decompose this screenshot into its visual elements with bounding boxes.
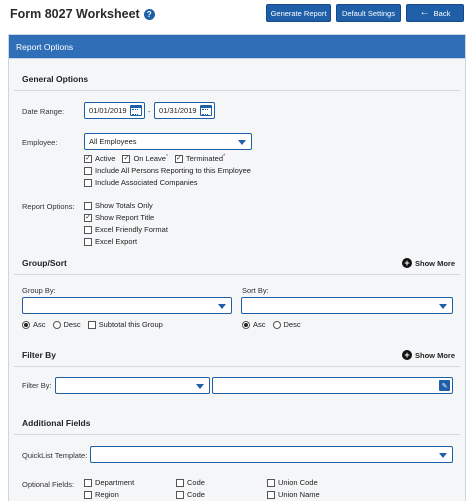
date-to-input[interactable] bbox=[154, 102, 215, 119]
divider bbox=[14, 366, 460, 367]
employee-select-value: All Employees bbox=[89, 137, 137, 146]
edit-icon[interactable]: ✎ bbox=[439, 380, 450, 391]
report-option-row bbox=[84, 237, 137, 246]
optional-field-row bbox=[267, 490, 320, 499]
excel-friendly-checkbox[interactable] bbox=[84, 226, 92, 234]
desc-label: Desc bbox=[63, 320, 81, 329]
page-title bbox=[10, 7, 155, 21]
chevron-down-icon bbox=[439, 453, 447, 458]
chevron-down-icon bbox=[439, 304, 447, 309]
include-associated-row bbox=[84, 178, 198, 187]
report-option-label: Show Totals Only bbox=[95, 201, 153, 210]
date-to-value: 01/31/2019 bbox=[159, 106, 197, 115]
plus-icon: + bbox=[402, 258, 412, 268]
group-desc-radio[interactable] bbox=[53, 321, 61, 329]
filter-value-input[interactable] bbox=[212, 377, 453, 394]
show-more-label: Show More bbox=[415, 350, 456, 360]
optional-field-label: Code bbox=[187, 478, 205, 487]
report-option-label: Show Report Title bbox=[95, 213, 155, 222]
report-options-panel bbox=[8, 34, 466, 501]
quicklist-label: QuickList Template: bbox=[22, 451, 88, 460]
date-from-value: 01/01/2019 bbox=[89, 106, 127, 115]
date-range-label: Date Range: bbox=[22, 107, 65, 116]
active-label: Active bbox=[95, 154, 116, 163]
show-more-label: Show More bbox=[415, 258, 456, 268]
employee-select[interactable] bbox=[84, 133, 252, 150]
optional-field-label: Union Code bbox=[278, 478, 318, 487]
union-code-checkbox[interactable] bbox=[267, 479, 275, 487]
help-icon[interactable]: ? bbox=[144, 9, 155, 20]
chevron-down-icon bbox=[238, 140, 246, 145]
page-title-text: Form 8027 Worksheet bbox=[10, 7, 140, 21]
date-from-input[interactable] bbox=[84, 102, 145, 119]
optional-field-label: Region bbox=[95, 490, 119, 499]
show-report-title-checkbox[interactable]: ✓ bbox=[85, 214, 91, 221]
filter-by-title: Filter By bbox=[22, 350, 57, 360]
optional-field-label: Department bbox=[95, 478, 135, 487]
include-reporting-row bbox=[84, 166, 251, 175]
on-leave-label: On Leave* bbox=[133, 154, 168, 163]
include-associated-checkbox[interactable] bbox=[84, 179, 92, 187]
terminated-label: Terminated* bbox=[185, 154, 226, 163]
terminated-checkbox[interactable]: ✓ bbox=[175, 155, 182, 162]
panel-body bbox=[9, 59, 466, 501]
group-by-label: Group By: bbox=[22, 286, 56, 295]
filter-show-more[interactable] bbox=[402, 350, 455, 360]
sort-by-select[interactable] bbox=[241, 297, 453, 314]
group-asc-radio[interactable] bbox=[22, 321, 30, 329]
divider bbox=[14, 274, 460, 275]
on-leave-checkbox[interactable]: ✓ bbox=[123, 155, 130, 162]
back-button[interactable] bbox=[406, 4, 464, 22]
filter-field-select[interactable] bbox=[55, 377, 210, 394]
default-settings-button[interactable]: Default Settings bbox=[336, 4, 401, 22]
top-bar bbox=[0, 0, 474, 30]
code-checkbox[interactable] bbox=[176, 491, 184, 499]
status-checkboxes bbox=[84, 154, 225, 163]
generate-report-button[interactable]: Generate Report bbox=[266, 4, 331, 22]
sort-desc-radio[interactable] bbox=[273, 321, 281, 329]
optional-field-row bbox=[267, 478, 318, 487]
group-sort-show-more[interactable] bbox=[402, 258, 455, 268]
optional-field-label: Code bbox=[187, 490, 205, 499]
group-order-row bbox=[22, 320, 163, 329]
additional-fields-title: Additional Fields bbox=[22, 418, 91, 428]
arrow-left-icon: ← bbox=[419, 7, 430, 18]
desc-label: Desc bbox=[283, 320, 301, 329]
active-checkbox[interactable]: ✓ bbox=[85, 155, 91, 162]
plus-icon: + bbox=[402, 350, 412, 360]
optional-field-row bbox=[176, 490, 205, 499]
panel-header: Report Options bbox=[9, 35, 465, 59]
include-associated-label: Include Associated Companies bbox=[95, 178, 198, 187]
department-checkbox[interactable] bbox=[84, 479, 92, 487]
optional-field-row bbox=[84, 490, 119, 499]
include-reporting-label: Include All Persons Reporting to this Employee bbox=[95, 166, 251, 175]
report-option-row bbox=[84, 201, 153, 210]
asc-label: Asc bbox=[33, 320, 46, 329]
report-option-label: Excel Export bbox=[95, 237, 138, 246]
excel-export-checkbox[interactable] bbox=[84, 238, 92, 246]
include-reporting-checkbox[interactable] bbox=[84, 167, 92, 175]
chevron-down-icon bbox=[218, 304, 226, 309]
quicklist-select[interactable] bbox=[90, 446, 453, 463]
report-option-row bbox=[84, 225, 168, 234]
sort-order-row bbox=[242, 320, 301, 329]
optional-field-label: Union Name bbox=[278, 490, 320, 499]
employee-label: Employee: bbox=[22, 138, 58, 147]
code-checkbox[interactable] bbox=[176, 479, 184, 487]
group-by-select[interactable] bbox=[22, 297, 232, 314]
calendar-icon[interactable] bbox=[200, 105, 212, 116]
sort-by-label: Sort By: bbox=[242, 286, 269, 295]
report-options-label: Report Options: bbox=[22, 202, 75, 211]
region-checkbox[interactable] bbox=[84, 491, 92, 499]
chevron-down-icon bbox=[196, 384, 204, 389]
optional-field-row bbox=[176, 478, 205, 487]
report-option-label: Excel Friendly Format bbox=[95, 225, 168, 234]
general-options-title: General Options bbox=[22, 74, 89, 84]
sort-asc-radio[interactable] bbox=[242, 321, 250, 329]
show-totals-checkbox[interactable] bbox=[84, 202, 92, 210]
group-sort-title: Group/Sort bbox=[22, 258, 67, 268]
optional-field-row bbox=[84, 478, 134, 487]
calendar-icon[interactable] bbox=[130, 105, 142, 116]
filter-by-label: Filter By: bbox=[22, 381, 52, 390]
subtotal-checkbox[interactable] bbox=[88, 321, 96, 329]
back-button-label: Back bbox=[433, 8, 451, 18]
divider bbox=[14, 90, 460, 91]
union-name-checkbox[interactable] bbox=[267, 491, 275, 499]
date-separator: - bbox=[148, 107, 151, 116]
subtotal-label: Subtotal this Group bbox=[98, 320, 163, 329]
optional-fields-label: Optional Fields: bbox=[22, 480, 75, 489]
report-option-row bbox=[84, 213, 154, 222]
asc-label: Asc bbox=[253, 320, 266, 329]
divider bbox=[14, 434, 460, 435]
